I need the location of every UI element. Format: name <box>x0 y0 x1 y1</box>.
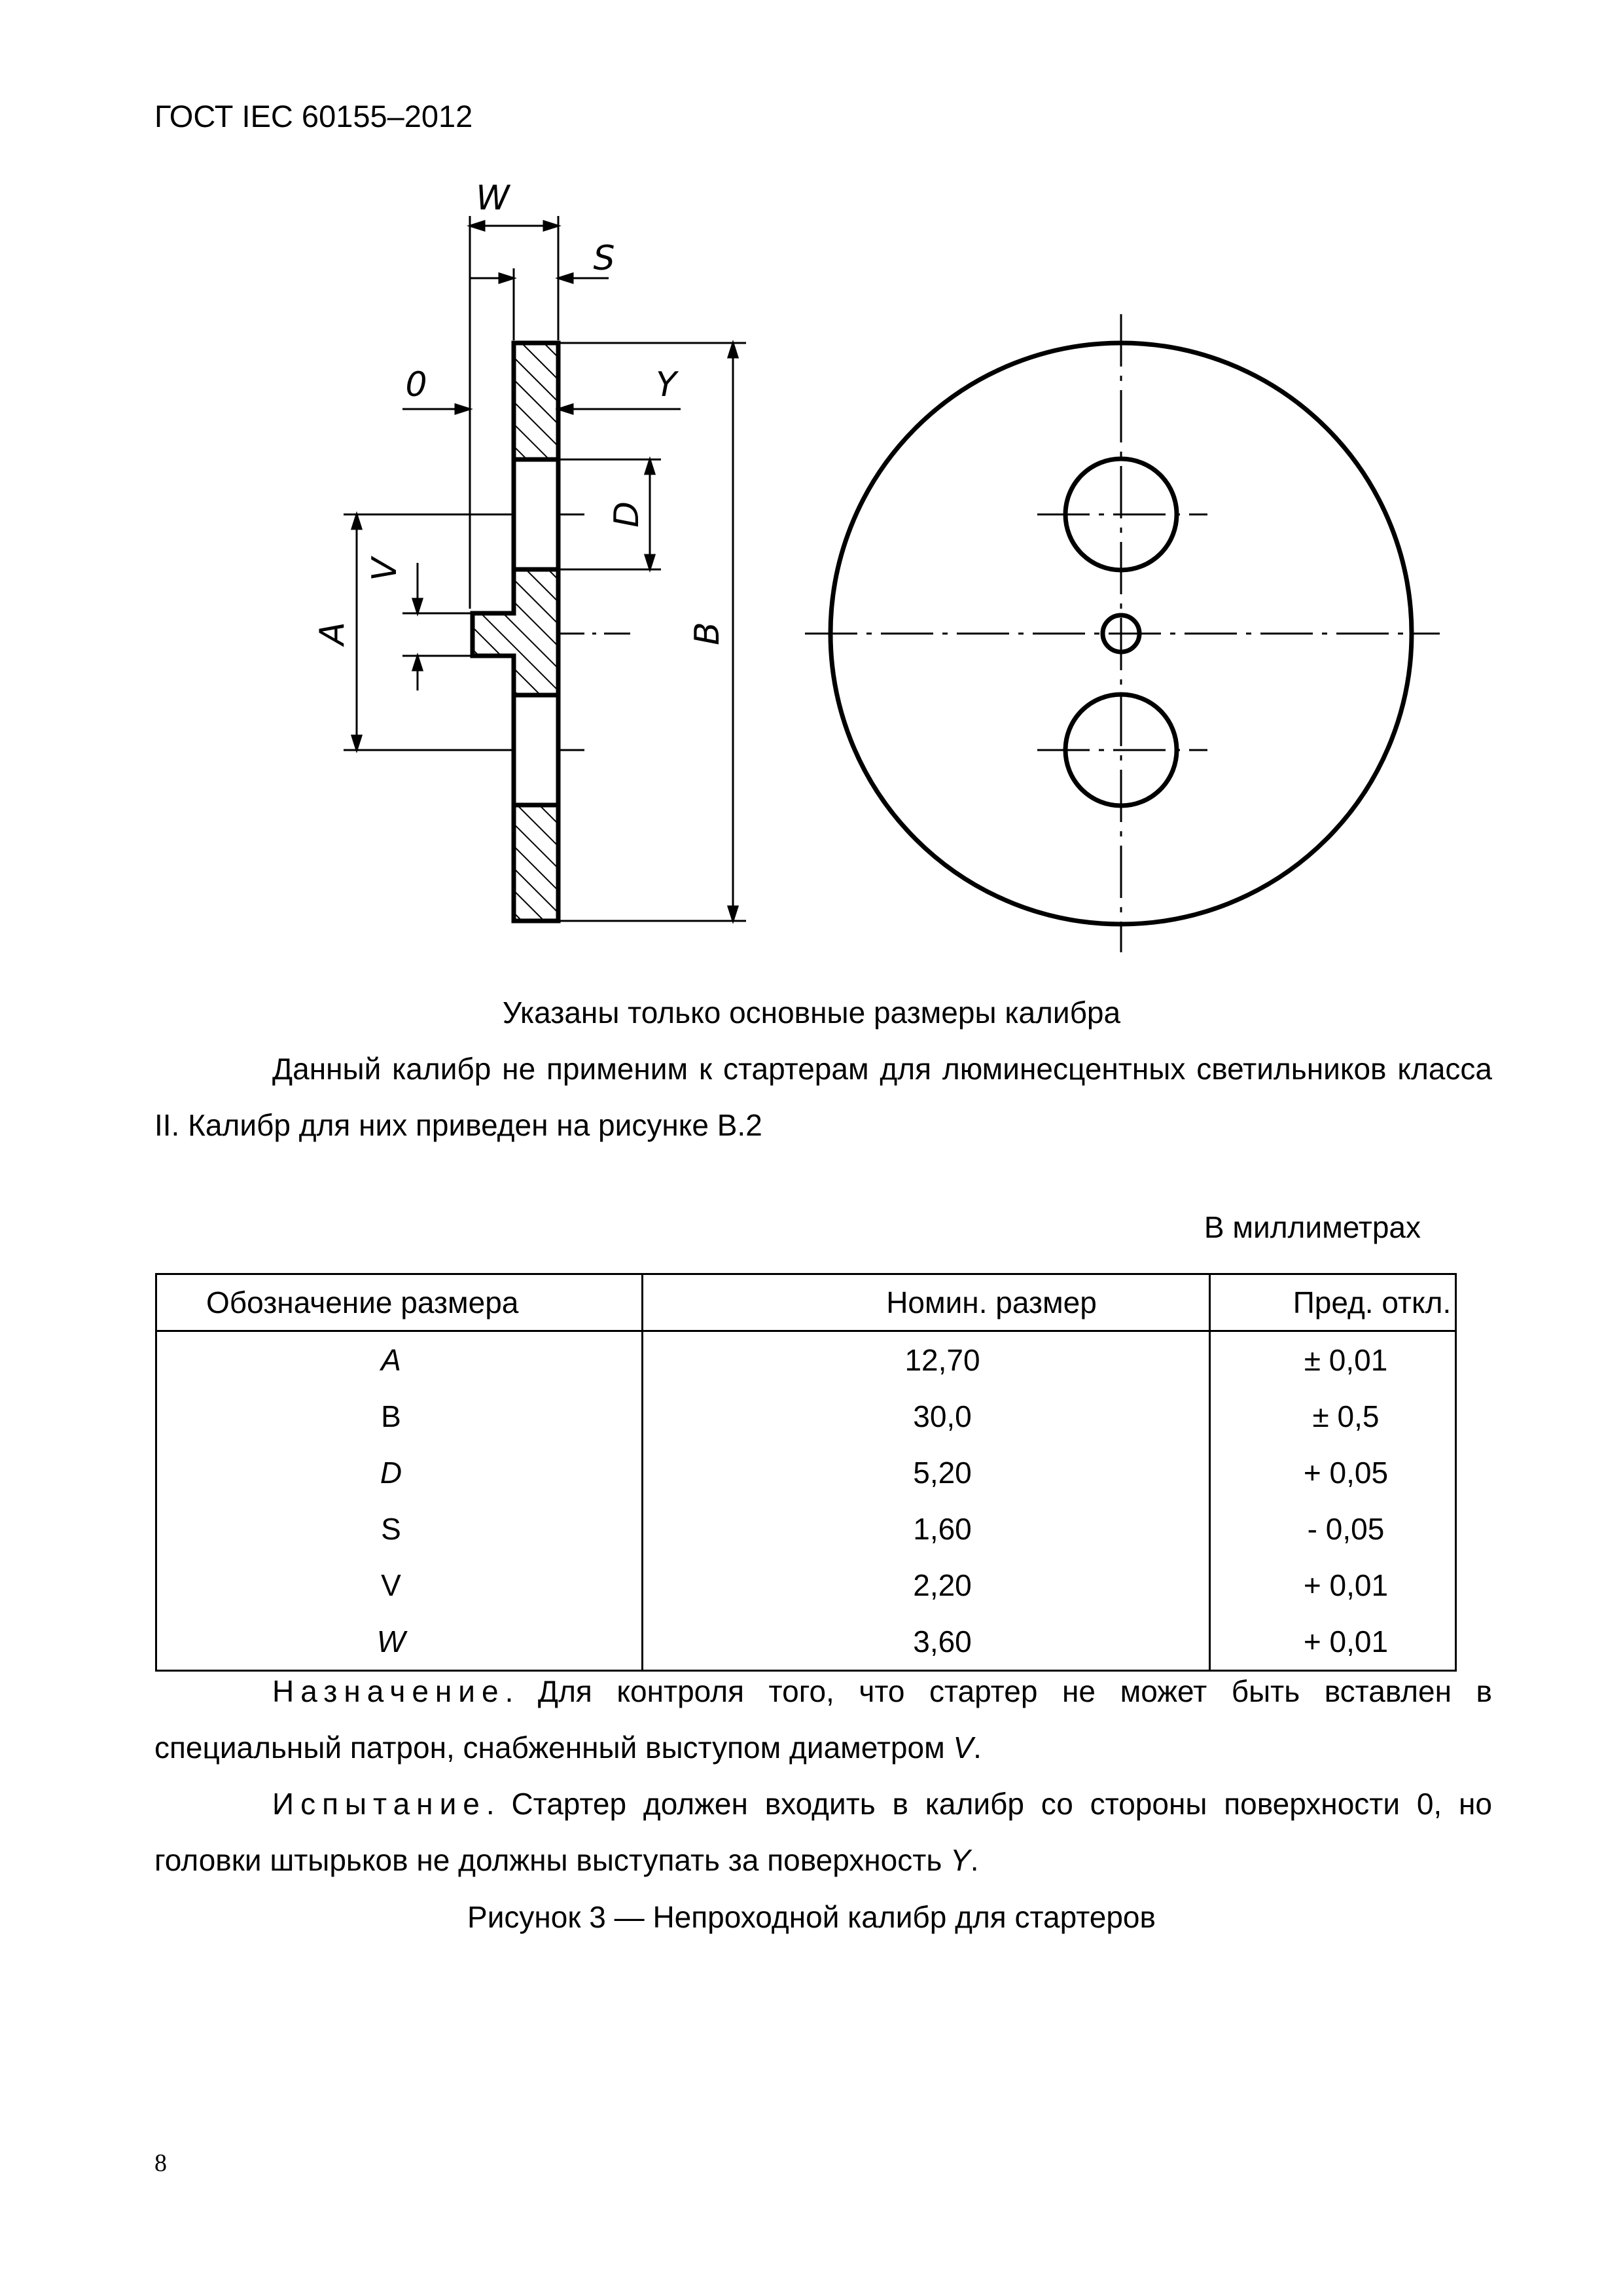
cell-tolerance: ± 0,5 <box>1210 1388 1456 1444</box>
label-v: V <box>365 558 404 581</box>
cell-tolerance: + 0,01 <box>1210 1613 1456 1671</box>
cell-designation: B <box>156 1388 643 1444</box>
test-text: . Стартер должен входить в калибр со стороны поверхности 0, но головки штырьков не должны выступать за поверхность <box>154 1787 1492 1877</box>
test-paragraph <box>154 1776 1492 1888</box>
table-row <box>156 1557 1456 1613</box>
hole-section-bottom <box>514 695 558 805</box>
test-var: Y <box>950 1843 971 1877</box>
page-number: 8 <box>154 2149 167 2177</box>
table-row <box>156 1501 1456 1557</box>
table-row <box>156 1331 1456 1389</box>
table-row <box>156 1613 1456 1671</box>
label-o: 0 <box>405 365 427 404</box>
cell-designation: D <box>156 1444 643 1501</box>
cell-nominal: 1,60 <box>643 1501 1210 1557</box>
side-view <box>473 343 558 921</box>
cell-designation: A <box>156 1331 643 1389</box>
test-label: Испытание <box>272 1787 486 1821</box>
hatch-bottom <box>514 805 558 921</box>
col-nominal: Номин. размер <box>643 1274 1210 1331</box>
cell-designation: W <box>156 1613 643 1671</box>
cell-tolerance: + 0,05 <box>1210 1444 1456 1501</box>
hatch-top <box>514 343 558 459</box>
label-a: A <box>313 622 352 645</box>
note-applicability: Данный калибр не применим к стартерам для люминесцентных светильников класса II. Калибр для них приведен на рисунке В.2 <box>154 1052 1492 1142</box>
label-b: B <box>688 622 727 645</box>
cell-nominal: 12,70 <box>643 1331 1210 1389</box>
hatch-middle <box>473 569 558 695</box>
document-header: ГОСТ IEC 60155–2012 <box>154 99 473 134</box>
label-d: D <box>607 501 647 528</box>
cell-tolerance: - 0,05 <box>1210 1501 1456 1557</box>
cell-designation: S <box>156 1501 643 1557</box>
table-row <box>156 1388 1456 1444</box>
gauge-drawing <box>0 0 1623 982</box>
dimensions-table <box>155 1273 1457 1672</box>
cell-designation: V <box>156 1557 643 1613</box>
label-w: W <box>476 179 510 218</box>
label-s: S <box>593 239 615 278</box>
cell-tolerance: ± 0,01 <box>1210 1331 1456 1389</box>
purpose-end: . <box>973 1731 982 1765</box>
hole-section-top <box>514 459 558 569</box>
test-end: . <box>970 1843 979 1877</box>
col-designation: Обозначение размера <box>156 1274 643 1331</box>
table-row <box>156 1444 1456 1501</box>
purpose-paragraph <box>154 1663 1492 1776</box>
cell-tolerance: + 0,01 <box>1210 1557 1456 1613</box>
label-y: Y <box>656 365 677 404</box>
cell-nominal: 3,60 <box>643 1613 1210 1671</box>
col-tolerance: Пред. откл. <box>1210 1274 1456 1331</box>
purpose-label: Назначение <box>272 1674 505 1708</box>
figure-caption: Рисунок 3 — Непроходной калибр для стартеров <box>467 1900 1156 1934</box>
front-view <box>805 314 1440 952</box>
note-main-dimensions: Указаны только основные размеры калибра <box>502 996 1121 1030</box>
purpose-text: . Для контроля того, что стартер не может быть вставлен в специальный патрон, снабженный выступом диаметром <box>154 1674 1492 1765</box>
cell-nominal: 2,20 <box>643 1557 1210 1613</box>
cell-nominal: 5,20 <box>643 1444 1210 1501</box>
cell-nominal: 30,0 <box>643 1388 1210 1444</box>
purpose-var: V <box>953 1731 974 1765</box>
units-label: В миллиметрах <box>1204 1210 1421 1244</box>
